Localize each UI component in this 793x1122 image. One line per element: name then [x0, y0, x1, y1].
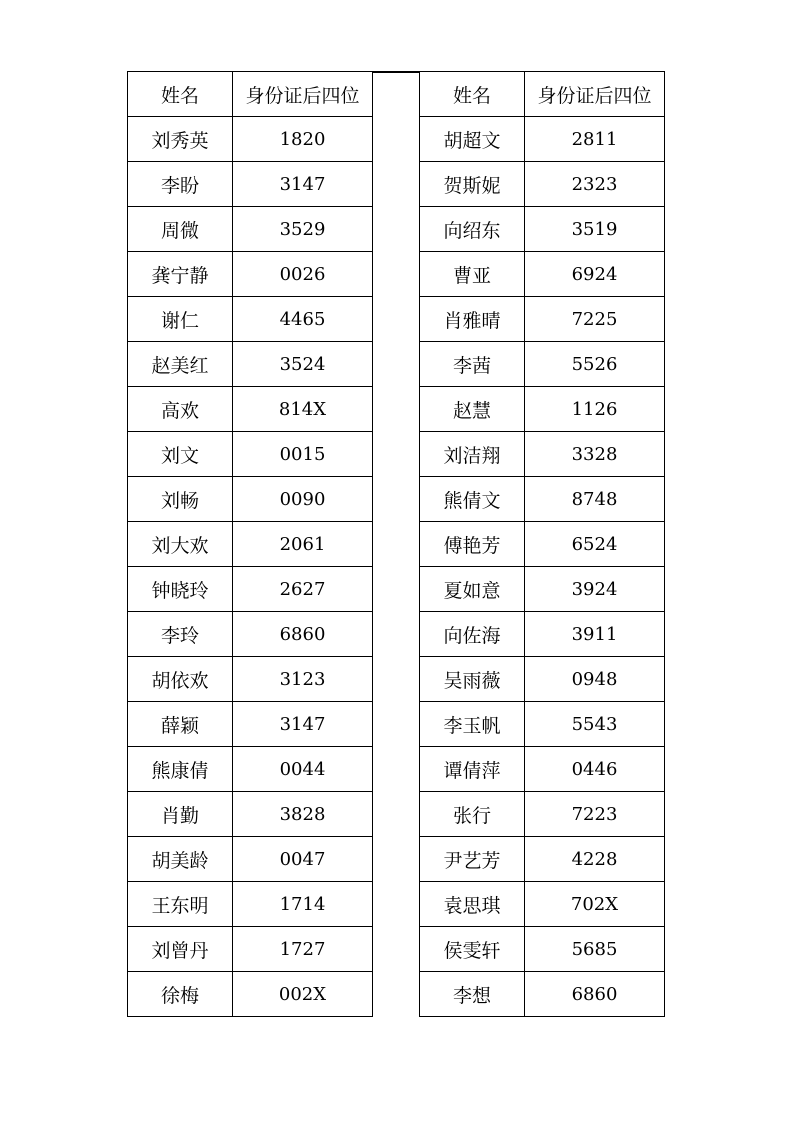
table-row	[420, 657, 665, 702]
header-row	[420, 72, 665, 117]
id-last4-cell: 7225	[525, 297, 665, 342]
id-last4-cell: 4465	[233, 297, 373, 342]
table-row	[420, 432, 665, 477]
person-name-cell: 李茜	[420, 342, 525, 387]
id-last4-cell: 1714	[233, 882, 373, 927]
person-name-cell: 肖雅晴	[420, 297, 525, 342]
table-row	[128, 297, 373, 342]
id-last4-cell: 6860	[525, 972, 665, 1017]
id-last4-cell: 0090	[233, 477, 373, 522]
table-row	[420, 522, 665, 567]
id-last4-cell: 5526	[525, 342, 665, 387]
id-last4-cell: 3924	[525, 567, 665, 612]
person-name-cell: 熊倩文	[420, 477, 525, 522]
table-row	[420, 162, 665, 207]
table-row	[420, 297, 665, 342]
table-row	[128, 792, 373, 837]
table-row	[128, 567, 373, 612]
person-name-cell: 谭倩萍	[420, 747, 525, 792]
person-name-cell: 曹亚	[420, 252, 525, 297]
person-name-cell: 贺斯妮	[420, 162, 525, 207]
person-name-cell: 徐梅	[128, 972, 233, 1017]
id-last4-cell: 3147	[233, 702, 373, 747]
id-last4-cell: 7223	[525, 792, 665, 837]
id-last4-cell: 2627	[233, 567, 373, 612]
column-header-name: 姓名	[420, 72, 525, 117]
person-name-cell: 夏如意	[420, 567, 525, 612]
id-last4-cell: 3147	[233, 162, 373, 207]
person-name-cell: 王东明	[128, 882, 233, 927]
person-name-cell: 钟晓玲	[128, 567, 233, 612]
person-name-cell: 尹艺芳	[420, 837, 525, 882]
id-last4-cell: 814X	[233, 387, 373, 432]
person-name-cell: 胡超文	[420, 117, 525, 162]
id-last4-cell: 8748	[525, 477, 665, 522]
id-last4-cell: 5543	[525, 702, 665, 747]
id-last4-cell: 702X	[525, 882, 665, 927]
person-name-cell: 刘洁翔	[420, 432, 525, 477]
table-row	[128, 117, 373, 162]
table-row	[420, 567, 665, 612]
table-row	[420, 702, 665, 747]
table-row	[420, 747, 665, 792]
id-last4-cell: 0044	[233, 747, 373, 792]
id-last4-cell: 6524	[525, 522, 665, 567]
id-last4-cell: 5685	[525, 927, 665, 972]
person-name-cell: 周微	[128, 207, 233, 252]
id-last4-cell: 6924	[525, 252, 665, 297]
table-row	[128, 522, 373, 567]
column-header-id-last4: 身份证后四位	[233, 72, 373, 117]
id-last4-cell: 2811	[525, 117, 665, 162]
table-row	[420, 927, 665, 972]
id-last4-cell: 0446	[525, 747, 665, 792]
column-header-id-last4: 身份证后四位	[525, 72, 665, 117]
id-last4-cell: 3529	[233, 207, 373, 252]
id-last4-cell: 1820	[233, 117, 373, 162]
person-name-cell: 向绍东	[420, 207, 525, 252]
person-name-cell: 胡依欢	[128, 657, 233, 702]
table-row	[128, 207, 373, 252]
id-last4-cell: 1126	[525, 387, 665, 432]
person-name-cell: 李玲	[128, 612, 233, 657]
id-last4-cell: 3328	[525, 432, 665, 477]
table-row	[128, 972, 373, 1017]
person-name-cell: 傅艳芳	[420, 522, 525, 567]
person-name-cell: 赵慧	[420, 387, 525, 432]
id-last4-cell: 2323	[525, 162, 665, 207]
person-name-cell: 侯雯轩	[420, 927, 525, 972]
id-last4-cell: 0026	[233, 252, 373, 297]
table-row	[128, 702, 373, 747]
table-row	[128, 882, 373, 927]
table-row	[420, 972, 665, 1017]
id-last4-cell: 2061	[233, 522, 373, 567]
table-top-rule	[372, 71, 420, 73]
person-name-cell: 刘大欢	[128, 522, 233, 567]
table-row	[420, 792, 665, 837]
table-row	[420, 837, 665, 882]
table-row	[420, 612, 665, 657]
table-row	[128, 612, 373, 657]
person-name-cell: 胡美龄	[128, 837, 233, 882]
header-row	[128, 72, 373, 117]
person-name-cell: 张行	[420, 792, 525, 837]
column-header-name: 姓名	[128, 72, 233, 117]
person-name-cell: 薛颖	[128, 702, 233, 747]
table-row	[420, 477, 665, 522]
person-name-cell: 赵美红	[128, 342, 233, 387]
id-last4-cell: 3828	[233, 792, 373, 837]
person-name-cell: 刘秀英	[128, 117, 233, 162]
id-last4-cell: 3911	[525, 612, 665, 657]
person-name-cell: 李想	[420, 972, 525, 1017]
id-last4-cell: 3524	[233, 342, 373, 387]
table-row	[128, 342, 373, 387]
table-row	[420, 117, 665, 162]
roster-table-left	[127, 71, 373, 1017]
person-name-cell: 刘畅	[128, 477, 233, 522]
table-row	[420, 342, 665, 387]
id-last4-cell: 4228	[525, 837, 665, 882]
id-last4-cell: 0015	[233, 432, 373, 477]
id-last4-cell: 3123	[233, 657, 373, 702]
table-row	[128, 747, 373, 792]
id-last4-cell: 1727	[233, 927, 373, 972]
table-row	[420, 207, 665, 252]
person-name-cell: 高欢	[128, 387, 233, 432]
table-row	[420, 387, 665, 432]
table-row	[420, 252, 665, 297]
person-name-cell: 袁思琪	[420, 882, 525, 927]
roster-table-right	[419, 71, 665, 1017]
person-name-cell: 谢仁	[128, 297, 233, 342]
table-row	[128, 927, 373, 972]
person-name-cell: 龚宁静	[128, 252, 233, 297]
person-name-cell: 刘文	[128, 432, 233, 477]
id-last4-cell: 0948	[525, 657, 665, 702]
person-name-cell: 刘曾丹	[128, 927, 233, 972]
table-row	[128, 477, 373, 522]
person-name-cell: 肖勤	[128, 792, 233, 837]
table-row	[128, 432, 373, 477]
person-name-cell: 李盼	[128, 162, 233, 207]
table-row	[128, 252, 373, 297]
table-row	[128, 837, 373, 882]
person-name-cell: 吴雨薇	[420, 657, 525, 702]
table-row	[420, 882, 665, 927]
table-row	[128, 657, 373, 702]
person-name-cell: 李玉帆	[420, 702, 525, 747]
person-name-cell: 熊康倩	[128, 747, 233, 792]
id-last4-cell: 3519	[525, 207, 665, 252]
id-last4-cell: 002X	[233, 972, 373, 1017]
table-row	[128, 387, 373, 432]
person-name-cell: 向佐海	[420, 612, 525, 657]
id-last4-cell: 0047	[233, 837, 373, 882]
id-last4-cell: 6860	[233, 612, 373, 657]
table-row	[128, 162, 373, 207]
